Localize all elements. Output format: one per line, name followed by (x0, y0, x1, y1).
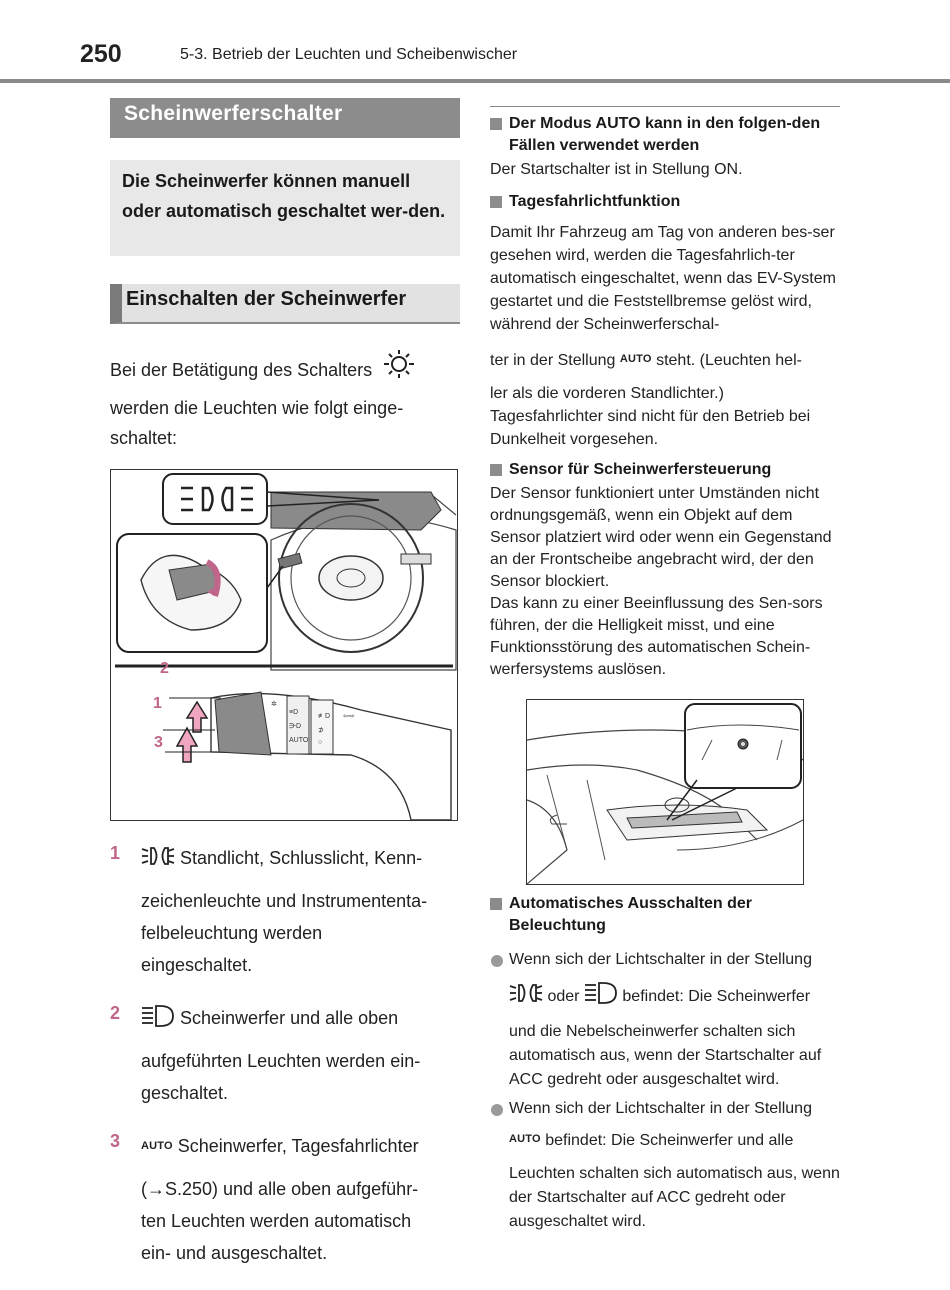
auto-mode-text: Der Startschalter ist in Stellung ON. (490, 161, 743, 178)
drl-text-3: ler als die vorderen Standlichter.) Tagesfahrlichter sind nicht für den Betrieb bei Dunkelheit vorgesehen. (490, 385, 811, 448)
right-column (490, 106, 840, 1234)
bullet-1-or: oder (547, 988, 580, 1005)
list-item-1 (110, 843, 460, 981)
auto-mode-heading-text: Der Modus AUTO kann in den folgen-den Fällen verwendet werden (509, 115, 821, 154)
item-number: 3 (110, 1131, 121, 1151)
bullet-2-line1: Wenn sich der Lichtschalter in der Stellung (509, 1100, 812, 1117)
figure-label-2: 2 (160, 660, 169, 677)
bullet-1-line2 (509, 981, 840, 1010)
bullet-1-post: befindet: Die Scheinwerfer (622, 988, 811, 1005)
auto-icon: AUTO (141, 1140, 173, 1152)
chapter-title: 5-3. Betrieb der Leuchten und Scheibenwischer (180, 46, 518, 63)
svg-text:✲: ✲ (271, 701, 277, 708)
sensor-illustration (526, 699, 804, 885)
round-bullet-icon (491, 1104, 503, 1116)
auto-icon: AUTO (619, 353, 652, 365)
sensor-heading-text: Sensor für Scheinwerfersteuerung (509, 461, 772, 478)
auto-icon: AUTO (509, 1133, 541, 1145)
page-number: 250 (80, 40, 122, 68)
parking-light-icon (509, 981, 543, 1010)
item-1-line4: eingeschaltet. (141, 955, 253, 975)
drl-text-2-pre: ter in der Stellung (490, 352, 616, 369)
svg-text:≢D: ≢D (318, 713, 331, 720)
sensor-text-2: Das kann zu einer Beeinflussung des Sen-sors führen, der die Helligkeit misst, und eine Funktionsstörung des automatischen Schein-werfersystems auslösen. (490, 595, 823, 678)
svg-text:≡D: ≡D (289, 709, 299, 716)
item-number: 1 (110, 843, 121, 863)
drl-heading-text: Tagesfahrlichtfunktion (509, 193, 681, 210)
sensor-heading (490, 459, 840, 481)
drl-heading (490, 191, 840, 213)
parking-light-icon (141, 844, 175, 877)
list-item-2 (110, 1003, 460, 1109)
bullet-1-rest: und die Nebelscheinwerfer schalten sich automatisch aus, wenn der Startschalter auf ACC gedreht oder ausgeschaltet wird. (509, 1023, 822, 1088)
headlight-icon (141, 1004, 175, 1037)
switch-illustration (110, 469, 458, 821)
square-bullet-icon (490, 464, 502, 476)
round-bullet-icon (491, 955, 503, 967)
square-bullet-icon (490, 118, 502, 130)
figure-label-1: 1 (153, 695, 162, 712)
list-item-3 (110, 1131, 460, 1269)
intro-box: Die Scheinwerfer können manuell oder automatisch geschaltet wer-den. (110, 160, 460, 256)
intro-paragraph-part2: werden die Leuchten wie folgt einge-schaltet: (110, 398, 404, 448)
header-divider (0, 79, 950, 83)
svg-text:⊅: ⊅ (318, 727, 324, 734)
item-2-line3: geschaltet. (141, 1083, 229, 1103)
item-3-line3: ten Leuchten werden automatisch (141, 1211, 412, 1231)
section-title: Scheinwerferschalter (110, 98, 460, 138)
item-1-line2: zeichenleuchte und Instrumententa- (141, 891, 428, 911)
item-2-text: Scheinwerfer und alle oben (180, 1008, 399, 1028)
item-number: 2 (110, 1003, 121, 1023)
intro-paragraph-part1: Bei der Betätigung des Schalters (110, 360, 373, 380)
sensor-text: Der Sensor funktioniert unter Umständen nicht ordnungsgemäß, wenn ein Objekt auf dem Sensor platziert wird oder wenn ein Gegenstand an der Frontscheibe angebracht wird, der den Sensor blockiert. (490, 485, 832, 590)
auto-off-heading-text: Automatisches Ausschalten der Beleuchtung (509, 895, 753, 934)
svg-text:⇦⇨: ⇦⇨ (343, 713, 355, 720)
page-header (0, 0, 950, 84)
item-1-text: Standlicht, Schlusslicht, Kenn- (180, 848, 423, 868)
bullet-2-line2 (509, 1132, 840, 1150)
item-3-line4: ein- und ausgeschaltet. (141, 1243, 328, 1263)
square-bullet-icon (490, 196, 502, 208)
figure-label-3: 3 (154, 734, 163, 751)
auto-mode-heading (490, 113, 840, 157)
item-1-line3: felbeleuchtung werden (141, 923, 323, 943)
svg-text:⋺D: ⋺D (289, 723, 302, 730)
svg-text:○: ○ (318, 739, 323, 746)
item-2-line2: aufgeführten Leuchten werden ein- (141, 1051, 421, 1071)
item-3-line2: (→S.250) und alle oben aufgeführ- (141, 1179, 419, 1199)
bullet-item-2 (490, 1100, 840, 1234)
drl-text-1: Damit Ihr Fahrzeug am Tag von anderen bes-ser gesehen wird, werden die Tagesfahrlich-ter automatisch eingeschaltet, wenn das EV-System gestartet und die Feststellbremse gelöst wird, während der Scheinwerferschal- (490, 224, 836, 333)
bullet-2-rest: Leuchten schalten sich automatisch aus, wenn der Startschalter auf ACC gedreht oder ausgeschaltet wird. (509, 1165, 840, 1230)
item-3-text: Scheinwerfer, Tagesfahrlichter (177, 1136, 419, 1156)
left-column (110, 98, 460, 1269)
subheading: Einschalten der Scheinwerfer (110, 284, 460, 324)
auto-off-heading (490, 893, 840, 937)
headlight-icon (584, 981, 618, 1010)
intro-paragraph (110, 348, 460, 389)
svg-text:AUTO: AUTO (289, 737, 309, 744)
square-bullet-icon (490, 898, 502, 910)
section-divider (490, 106, 840, 107)
drl-text-2-post: steht. (Leuchten hel- (656, 352, 802, 369)
bullet-2-post: befindet: Die Scheinwerfer und alle (545, 1132, 794, 1149)
bullet-item-1 (490, 951, 840, 1092)
drl-text-2 (490, 348, 840, 372)
headlight-switch-icon (381, 348, 417, 389)
bullet-1-line1: Wenn sich der Lichtschalter in der Stellung (509, 951, 812, 968)
